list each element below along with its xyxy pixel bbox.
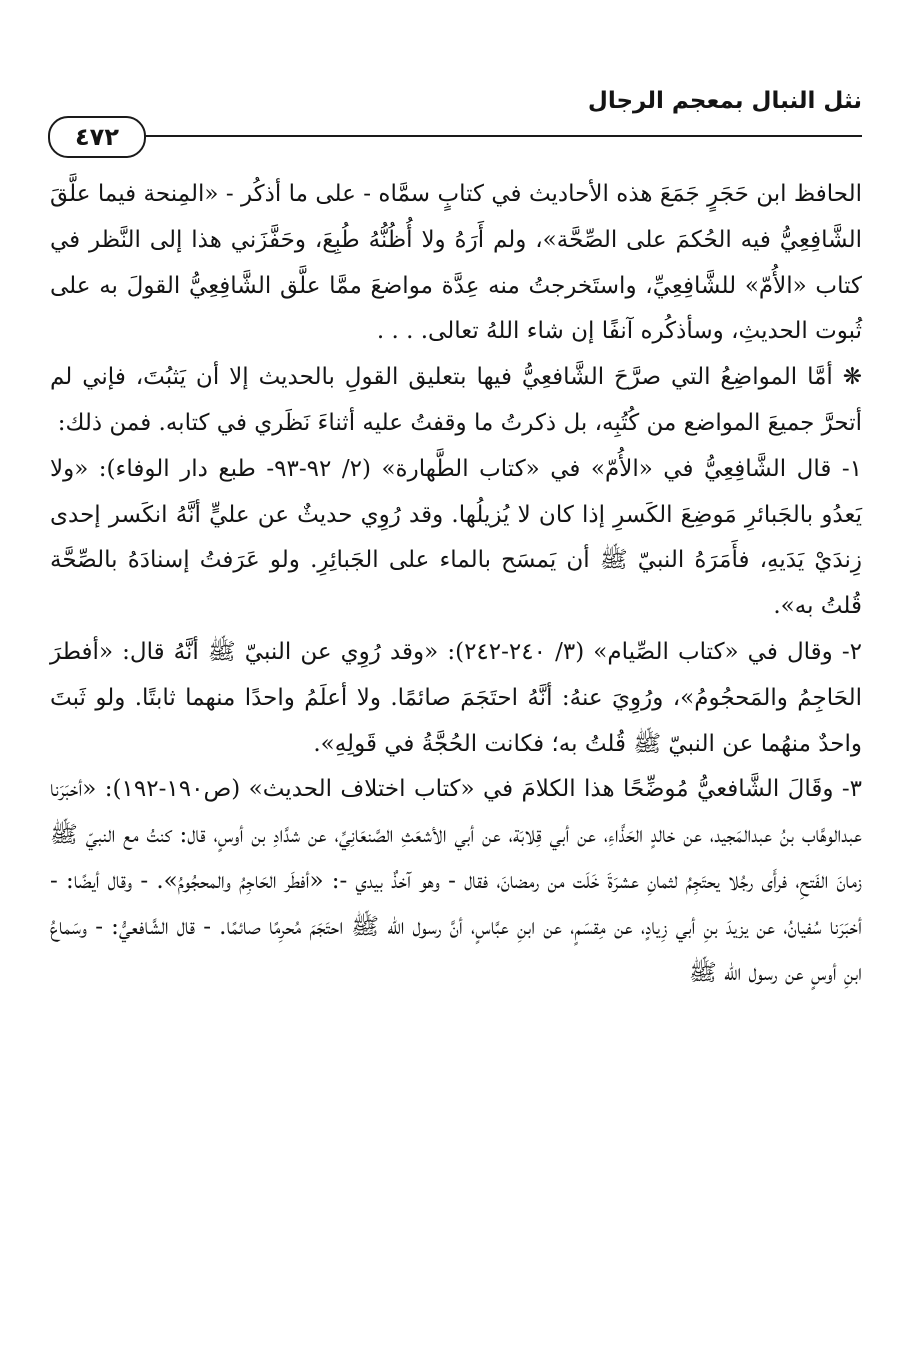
header-rule	[138, 135, 862, 137]
paragraph-intro: الحافظ ابن حَجَرٍ جَمَعَ هذه الأحاديث في كتابٍ سمَّاه - على ما أذكُر - «المِنحة فيما علَّقَ الشَّافِعِيُّ فيه الحُكمَ على الصِّحَّة»، ولم أَرَهُ ولا أُظُنُّهُ طُبِعَ، وحَفَّزَني هذا إلى النَّظر في كتاب «الأُمّ» للشَّافِعِيِّ، واستَخرجتُ منه عِدَّة مواضعَ ممَّا علَّق الشَّافِعِيُّ القولَ به على ثُبوت الحديثِ، وسأذكُره آنفًا إن شاء اللهُ تعالى. . . .	[50, 181, 862, 345]
page-number-badge: ٤٧٢	[48, 116, 146, 158]
paragraph-item-2: ٢- وقال في «كتاب الصِّيام» (٣/ ٢٤٠-٢٤٢): «وقد رُوِي عن النبيّ ﷺ أنَّهُ قال: «أفطرَ الحَاجِمُ والمَحجُومُ»، ورُوِيَ عنهُ: أنَّهُ احتَجَمَ صائمًا. ولا أعلَمُ واحدًا منهما ثابتًا. ولو ثَبتَ واحدٌ منهُما عن النبيّ ﷺ قُلتُ به؛ فكانت الحُجَّةُ في قَولِهِ».	[50, 638, 863, 757]
body-text	[50, 172, 862, 996]
paragraph-item-1: ١- قال الشَّافِعِيُّ في «الأُمّ» في «كتاب الطَّهارة» (٢/ ٩٢-٩٣- طبع دار الوفاء): «ولا يَعدُو بالجَبائرِ مَوضِعَ الكَسرِ إذا كان لا يُزيلُها. وقد رُوِي حديثٌ عن عليٍّ أنَّهُ انكَسر إحدى زِندَيْ يَدَيهِ، فأَمَرَهُ النبيّ ﷺ أن يَمسَح بالماء على الجَبائِرِ. ولو عَرَفتُ إسنادَهُ بالصِّحَّة قُلتُ به».	[50, 455, 863, 620]
paragraph-item-3: ٣- وقَالَ الشَّافعيُّ مُوضِّحًا هذا الكلامَ في «كتاب اختلاف الحديث» (ص١٩٠-١٩٢): «أخبَرَنا عبدالوهَّاب بنُ عبدالمَجيد، عن خالدٍ الحَذَّاءِ، عن أبي قِلابَة، عن أبي الأشعَثِ الصَّنعَانِيِّ، عن شدَّادِ بن أوسٍ، قال: كنتُ مع النبيّ ﷺ زمانَ الفَتحِ، فرأَى رجُلا يحتَجِمُ لثمانِ عشرَةَ خَلَت من رمضانَ، فقال - وهو آخذٌ بيدي -: «أفطَر الحَاجِمُ والمحجُومُ». - وقال أيضًا: - أخبَرَنا سُفيانُ، عن يزيدَ بنِ أبي زِيادٍ، عن مِقسَمٍ، عن ابنِ عبَّاسٍ، أنَّ رسول الله ﷺ احتَجَمَ مُحرِمًا صائمًا. - قال الشَّافعيُّ: - وسَماعُ ابنِ أوسٍ عن رسول الله ﷺ	[50, 776, 863, 986]
running-title: نثل النبال بمعجم الرجال	[587, 88, 862, 114]
paragraph-places: ❋ أمَّا المواضِعُ التي صرَّحَ الشَّافعِيُّ فيها بتعليق القولِ بالحديث إلا أن يَثبُتَ، فإني لم أتحرَّ جميعَ المواضع من كُتُبِه، بل ذكرتُ ما وقفتُ عليه أثناءَ نَظَري في كتابه. فمن ذلك:	[50, 364, 862, 436]
